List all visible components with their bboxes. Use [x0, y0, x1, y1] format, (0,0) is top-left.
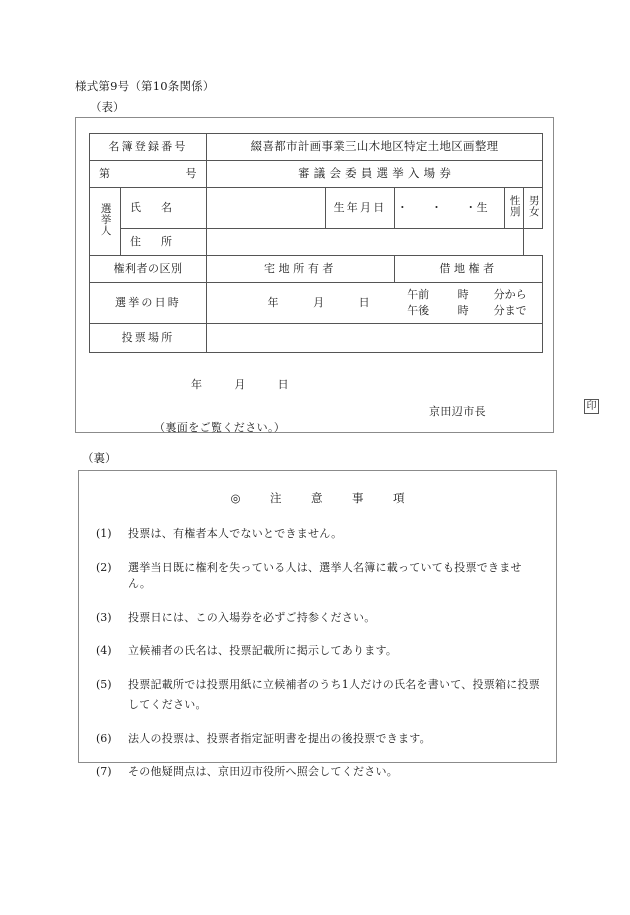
rights-option-leaseholder-cell[interactable]: [395, 256, 543, 283]
registry-number-suffix: 号: [185, 166, 198, 180]
table-row-name: [90, 188, 543, 229]
table-row-number-subtitle: [90, 161, 543, 188]
front-side-frame: [75, 117, 597, 434]
polling-place-label: 投票場所: [121, 330, 175, 344]
note-text: 投票記載所では投票用紙に立候補者のうち1人だけの氏名を書いて、投票箱に投票: [128, 677, 541, 691]
election-datetime-label-cell: [90, 283, 207, 324]
rights-option-leaseholder: 借地権者: [439, 261, 498, 275]
voter-label-cell: [90, 188, 121, 256]
ticket-title-line2: 審議会委員選挙入場券: [298, 166, 456, 181]
note-continuation: してください。: [128, 698, 207, 711]
table-row-election-datetime: [90, 283, 543, 324]
table-row-rights: [90, 256, 543, 283]
name-label: [121, 201, 206, 216]
notes-list: [96, 526, 542, 798]
dob-value-cell[interactable]: [395, 188, 505, 229]
signature-year: 年: [191, 378, 203, 391]
time-pm-label: 午後: [407, 304, 430, 317]
election-time-block: [396, 287, 534, 319]
address-label-cell: [121, 229, 207, 256]
ticket-title-cell: [207, 134, 543, 161]
list-item: [96, 764, 542, 781]
note-text: 法人の投票は、投票者指定証明書を提出の後投票できます。: [128, 731, 431, 745]
rights-option-landowner-cell[interactable]: [207, 256, 395, 283]
registry-label-cell: [90, 134, 207, 161]
note-number: (3): [96, 610, 112, 624]
polling-place-label-cell: [90, 324, 207, 353]
name-label-cell: [121, 188, 207, 229]
rights-label-cell: [90, 256, 207, 283]
time-until-label: 分まで: [493, 304, 527, 317]
registry-number-cell[interactable]: [90, 161, 207, 188]
signature-month: 月: [234, 378, 246, 391]
time-hour-label-pm: 時: [457, 304, 469, 317]
dob-value: ・ ・ ・生: [396, 200, 489, 214]
mayor-name: 京田辺市長: [429, 405, 486, 418]
notes-title: ◎ 注 意 事 項: [230, 491, 414, 505]
note-number: (5): [96, 677, 112, 691]
signature-date[interactable]: [191, 376, 289, 392]
rights-option-landowner: 宅地所有者: [264, 261, 338, 275]
back-side-label: （裏）: [82, 451, 117, 465]
note-number: (1): [96, 527, 112, 540]
note-text: その他疑問点は、京田辺市役所へ照会してください。: [128, 765, 398, 778]
name-value-cell[interactable]: [207, 188, 326, 229]
address-label: [121, 235, 206, 250]
see-back-note: （裏面をご覧ください。）: [154, 421, 286, 434]
ticket-title-line1: 綴喜都市計画事業三山木地区特定土地区画整理: [250, 139, 499, 154]
list-item: [96, 677, 542, 694]
gender-label: 性別: [508, 194, 521, 217]
list-item: [96, 643, 542, 660]
signature-day: 日: [277, 378, 290, 391]
address-value-cell[interactable]: [207, 229, 524, 256]
election-ymd: 年 月 日: [267, 295, 371, 309]
dob-label-cell: [326, 188, 395, 229]
gender-label-cell: [505, 188, 524, 229]
rights-label: 権利者の区別: [113, 261, 183, 275]
time-am-label: 午前: [407, 288, 430, 302]
note-number: (2): [96, 560, 112, 574]
seal-box: 印: [584, 399, 599, 414]
name-label-text: 氏名: [130, 200, 192, 214]
gender-options-cell[interactable]: [524, 188, 543, 229]
front-side-label: （表）: [90, 100, 125, 114]
gender-options: 男女: [527, 194, 540, 217]
registry-label: 名簿登録番号: [108, 139, 188, 153]
dob-label: 生年月日: [333, 200, 387, 214]
note-text: 投票日には、この入場券を必ずご持参ください。: [128, 610, 376, 624]
list-item: [96, 526, 542, 543]
note-text: 選挙当日既に権利を失っている人は、選挙人名簿に載っていても投票できません。: [128, 560, 522, 590]
note-text: 立候補者の氏名は、投票記載所に掲示してあります。: [128, 644, 398, 657]
back-side-frame: [78, 470, 557, 778]
list-item: [96, 560, 542, 593]
note-number: (7): [96, 765, 112, 778]
table-row-polling-place: [90, 324, 543, 353]
note-number: (6): [96, 731, 112, 745]
table-row-address: [90, 229, 543, 256]
note-text: 投票は、有権者本人でないとできません。: [128, 527, 343, 540]
ticket-table: [89, 133, 543, 353]
time-hour-label-am: 時: [457, 288, 469, 302]
table-row-registry-title: [90, 134, 543, 161]
election-datetime-value-cell[interactable]: [207, 283, 543, 324]
time-from-label: 分から: [493, 288, 527, 302]
form-number: 様式第9号（第10条関係）: [75, 79, 215, 93]
voter-label: 選挙人: [99, 202, 112, 236]
note-number: (4): [96, 644, 112, 657]
address-label-text: 住所: [130, 234, 192, 248]
list-item: [96, 610, 542, 627]
registry-number-prefix: 第: [99, 166, 111, 180]
list-item: [96, 731, 542, 748]
election-datetime-label: 選挙の日時: [115, 295, 181, 309]
ticket-subtitle-cell: [207, 161, 543, 188]
polling-place-value-cell[interactable]: [207, 324, 543, 353]
